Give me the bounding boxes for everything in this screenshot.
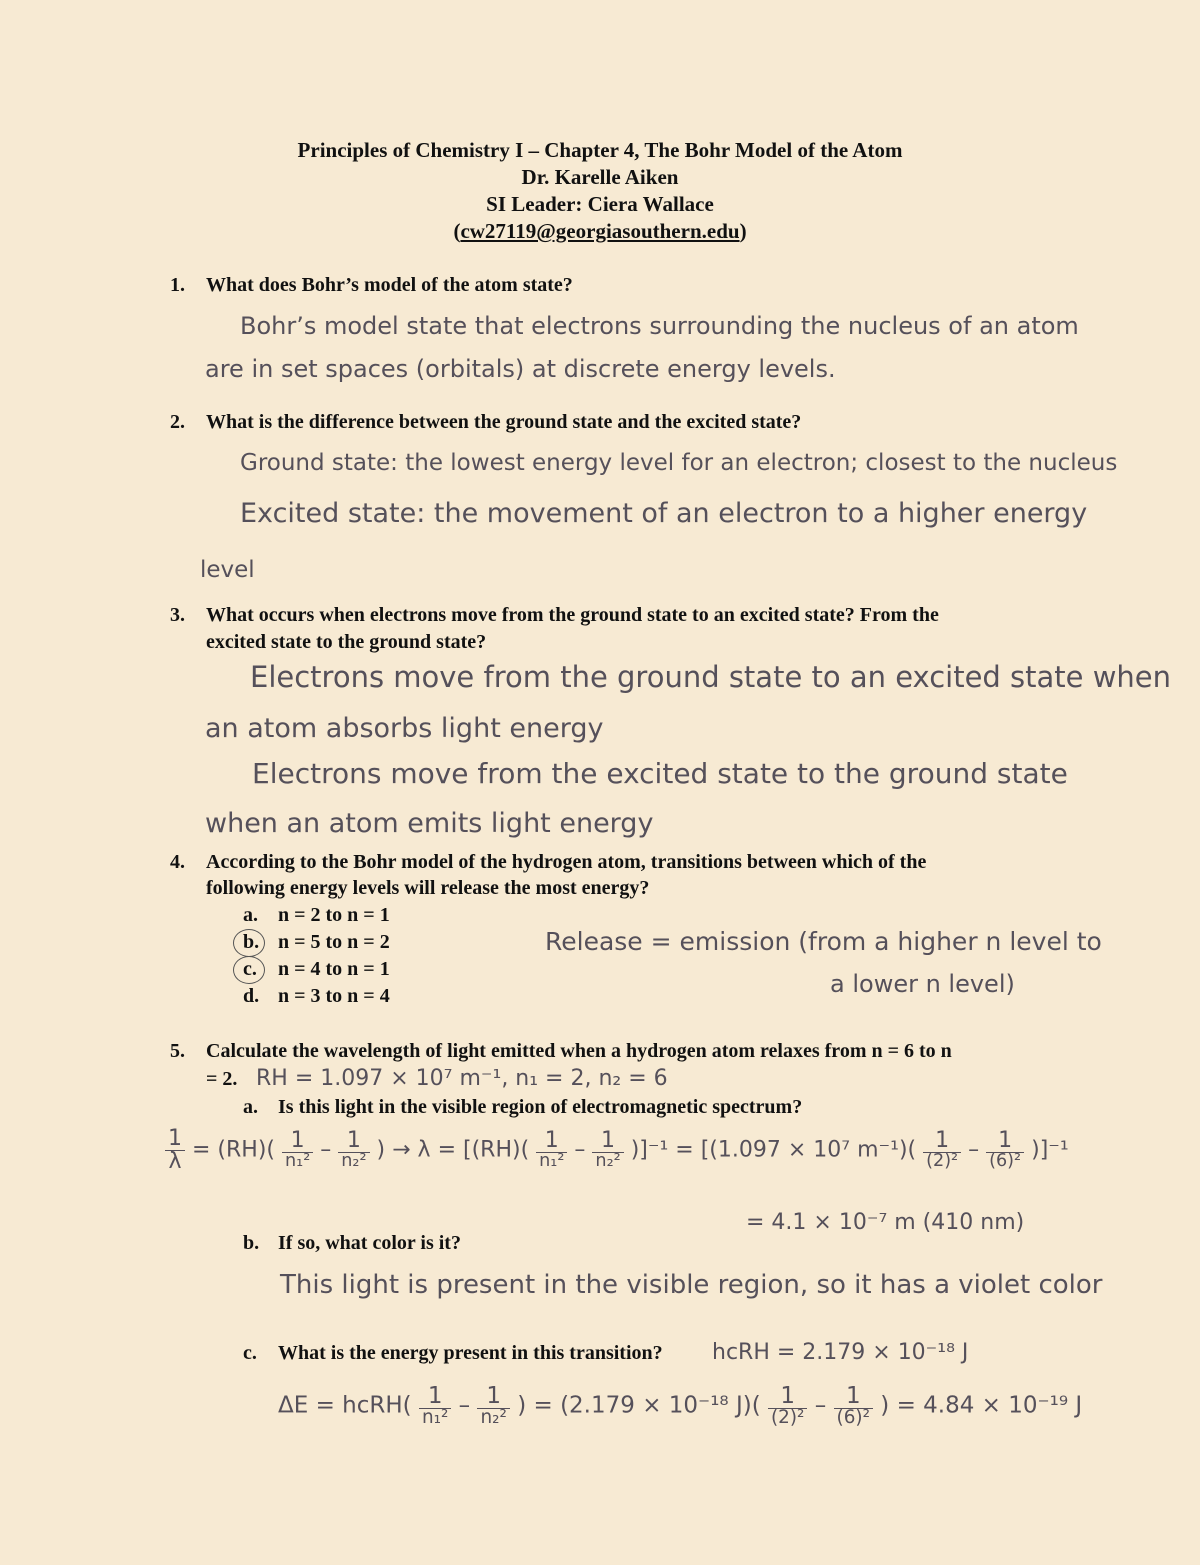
option-b-text: n = 5 to n = 2 (278, 931, 390, 953)
frac-num: 1 (834, 1385, 873, 1409)
eq-minus: – (814, 1392, 827, 1419)
email-close-paren: ) (739, 219, 747, 243)
frac-num: 1 (768, 1385, 807, 1409)
email-open-paren: ( (453, 219, 461, 243)
question-3-text-line-1: What occurs when electrons move from the ground state to an excited state? From the (206, 604, 939, 626)
option-b-letter: b. (243, 931, 260, 953)
answer-5a-result: = 4.1 × 10⁻⁷ m (410 nm) (746, 1210, 1025, 1235)
eq-part: )]⁻¹ (630, 1137, 669, 1163)
answer-3-line-2: an atom absorbs light energy (205, 713, 604, 744)
frac-num: 1 (419, 1385, 451, 1409)
question-5c-letter: c. (243, 1342, 257, 1364)
eq-minus: – (320, 1137, 332, 1163)
frac-num: 1 (165, 1128, 185, 1151)
eq-part: ) = 4.84 × 10⁻¹⁹ J (880, 1392, 1083, 1419)
frac-den: (2)² (926, 1151, 959, 1172)
answer-2-line-2: Excited state: the movement of an electron to a higher energy (240, 498, 1088, 529)
question-3-number: 3. (170, 604, 185, 626)
frac-num: 1 (536, 1130, 567, 1153)
answer-5-given-values: RH = 1.097 × 10⁷ m⁻¹, n₁ = 2, n₂ = 6 (256, 1066, 668, 1091)
contact-email-line (0, 219, 1200, 244)
answer-5c-constant: hcRH = 2.179 × 10⁻¹⁸ J (712, 1340, 969, 1365)
option-c-letter: c. (243, 958, 257, 980)
frac-num: 1 (282, 1130, 313, 1153)
frac-num: 1 (477, 1385, 509, 1409)
question-5a-letter: a. (243, 1096, 258, 1118)
question-4-number: 4. (170, 851, 185, 873)
eq-part: ) → λ = [(RH)( (376, 1137, 530, 1163)
answer-2-line-1: Ground state: the lowest energy level for an electron; closest to the nucleus (240, 450, 1118, 476)
frac-den: (6)² (836, 1407, 870, 1428)
answer-1-line-2: are in set spaces (orbitals) at discrete energy levels. (205, 355, 836, 383)
frac-num: 1 (923, 1130, 961, 1153)
document-title: Principles of Chemistry I – Chapter 4, The Bohr Model of the Atom (297, 138, 903, 162)
question-4-text-line-1: According to the Bohr model of the hydrogen atom, transitions between which of the (206, 851, 927, 873)
eq-part: ) = (2.179 × 10⁻¹⁸ J)( (517, 1392, 761, 1419)
answer-2-line-3: level (200, 557, 255, 583)
frac-num: 1 (592, 1130, 623, 1153)
instructor-name: Dr. Karelle Aiken (521, 165, 679, 189)
eq-minus: – (574, 1137, 586, 1163)
frac-term (282, 1130, 313, 1171)
eq-part: )]⁻¹ (1031, 1137, 1069, 1163)
answer-3-line-4: when an atom emits light energy (205, 808, 654, 839)
frac-den: (6)² (989, 1151, 1022, 1172)
frac-den: n₂² (480, 1407, 507, 1428)
frac-term (923, 1130, 961, 1171)
question-1-number: 1. (170, 274, 185, 296)
option-a-text: n = 2 to n = 1 (278, 904, 390, 926)
frac-term (477, 1385, 509, 1427)
frac-one-over-lambda (165, 1128, 185, 1173)
frac-num: 1 (986, 1130, 1024, 1153)
answer-4-note-line-2: a lower n level) (830, 970, 1015, 998)
frac-term (536, 1130, 567, 1171)
email-link[interactable]: cw27119@georgiasouthern.edu (460, 219, 740, 243)
answer-1-line-1: Bohr’s model state that electrons surrounding the nucleus of an atom (240, 312, 1079, 340)
question-1-text: What does Bohr’s model of the atom state? (206, 274, 573, 296)
frac-term (834, 1385, 873, 1427)
answer-3-line-1: Electrons move from the ground state to an excited state when (250, 660, 1172, 694)
frac-term (419, 1385, 451, 1427)
answer-5c-equation (278, 1385, 1082, 1427)
frac-den: n₂² (341, 1151, 367, 1172)
question-5b-letter: b. (243, 1232, 260, 1254)
question-5c-text: What is the energy present in this transition? (278, 1342, 663, 1364)
answer-5b: This light is present in the visible region, so it has a violet color (280, 1270, 1103, 1300)
question-5b-text: If so, what color is it? (278, 1232, 461, 1254)
question-5-text-line-2: = 2. (206, 1068, 238, 1090)
frac-term (338, 1130, 369, 1171)
frac-den: n₂² (595, 1151, 621, 1172)
eq-minus: – (458, 1392, 471, 1419)
eq-part: = [(1.097 × 10⁷ m⁻¹)( (675, 1137, 917, 1163)
option-d-text: n = 3 to n = 4 (278, 985, 390, 1007)
frac-term (592, 1130, 623, 1171)
option-d-letter: d. (243, 985, 260, 1007)
frac-den: n₁² (421, 1407, 449, 1428)
question-3-text-line-2: excited state to the ground state? (206, 631, 487, 653)
question-2-number: 2. (170, 411, 185, 433)
frac-den: n₁² (285, 1151, 311, 1172)
frac-den: n₁² (539, 1151, 565, 1172)
question-5-number: 5. (170, 1040, 185, 1062)
frac-term (768, 1385, 807, 1427)
frac-den: λ (168, 1149, 182, 1174)
question-5-text-line-1: Calculate the wavelength of light emitted when a hydrogen atom relaxes from n = 6 to n (206, 1040, 952, 1062)
eq-part: = (RH)( (192, 1137, 276, 1163)
frac-num: 1 (338, 1130, 369, 1153)
option-c-text: n = 4 to n = 1 (278, 958, 390, 980)
question-5a-text: Is this light in the visible region of electromagnetic spectrum? (278, 1096, 803, 1118)
eq-minus: – (968, 1137, 980, 1163)
question-2-text: What is the difference between the ground state and the excited state? (206, 411, 802, 433)
answer-3-line-3: Electrons move from the excited state to the ground state (252, 757, 1068, 790)
frac-term (986, 1130, 1024, 1171)
frac-den: (2)² (770, 1407, 805, 1428)
si-leader: SI Leader: Ciera Wallace (486, 192, 714, 216)
answer-5a-equation (165, 1128, 1069, 1173)
eq-part: ΔE = hcRH( (278, 1392, 412, 1419)
question-4-text-line-2: following energy levels will release the most energy? (206, 877, 650, 899)
answer-4-note-line-1: Release = emission (from a higher n level to (545, 927, 1102, 956)
option-a-letter: a. (243, 904, 258, 926)
